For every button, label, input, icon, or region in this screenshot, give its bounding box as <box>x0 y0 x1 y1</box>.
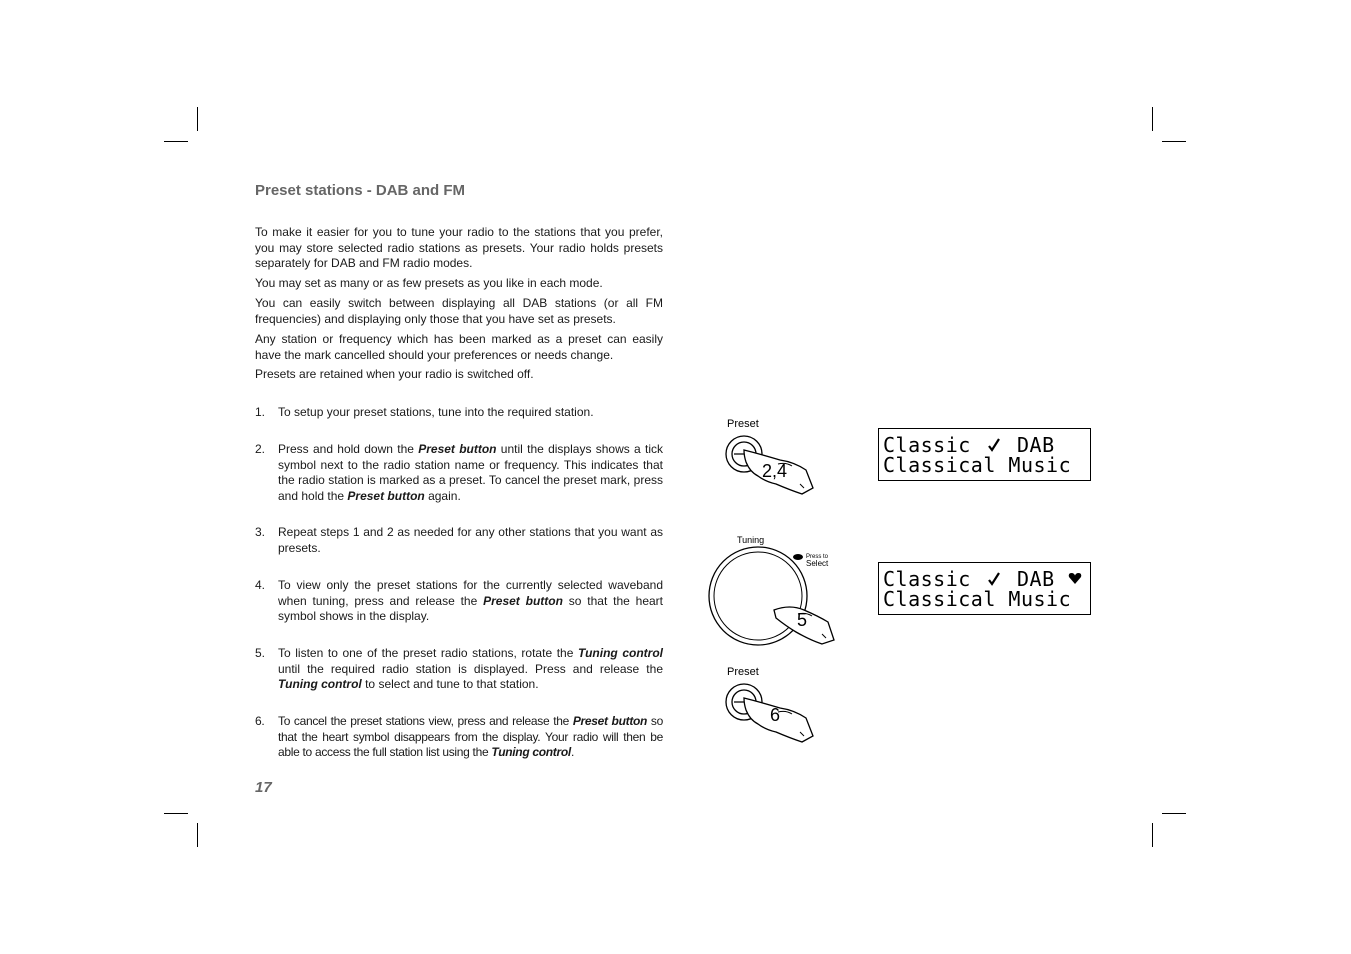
step-number: 6. <box>255 714 265 728</box>
intro-paragraph: Presets are retained when your radio is switched off. <box>255 367 534 381</box>
crop-mark <box>1152 107 1153 131</box>
tick-icon <box>987 571 1001 587</box>
crop-mark <box>1152 823 1153 847</box>
crop-mark <box>1162 813 1186 814</box>
list-item <box>255 405 663 421</box>
tick-icon <box>987 437 1001 453</box>
step-text: Press and hold down the Preset button until the displays shows a tick symbol next to the radio station name or frequency. This indicates that the radio station is marked as a preset. To cancel the preset mark, press and hold the Preset button again. <box>278 442 663 503</box>
step-text: To listen to one of the preset radio stations, rotate the Tuning control until the required radio station is displayed. Press and release the Tuning control to select and tune to that station. <box>278 646 664 692</box>
intro-paragraph: To make it easier for you to tune your radio to the stations that you prefer, you may store selected radio stations as presets. Your radio holds presets separately for DAB and FM radio modes. <box>255 225 663 271</box>
tuning-knob-hand-icon <box>700 546 840 646</box>
page-title: Preset stations - DAB and FM <box>255 182 466 199</box>
lcd-display <box>878 562 1091 615</box>
intro-paragraph: Any station or frequency which has been marked as a preset can easily have the mark cancelled should your preferences or needs change. <box>255 332 663 362</box>
step-text: Repeat steps 1 and 2 as needed for any other stations that you want as presets. <box>278 525 663 555</box>
preset-label: Preset <box>727 666 759 678</box>
lcd-display <box>878 428 1091 481</box>
intro-paragraph: You can easily switch between displaying all DAB stations (or all FM frequencies) and displaying only those that you have set as presets. <box>255 296 663 326</box>
list-item <box>255 578 663 625</box>
step-number: 4. <box>255 578 266 592</box>
tuning-label: Tuning <box>737 535 765 545</box>
step-number: 1. <box>255 405 266 419</box>
list-item <box>255 714 663 761</box>
display-line-2: Classical Music <box>883 453 1072 477</box>
display-line-1: Classic <box>883 567 971 591</box>
crop-mark <box>164 141 188 142</box>
step-callout: 5 <box>797 610 808 630</box>
display-band: DAB <box>1017 433 1055 457</box>
preset-label: Preset <box>727 418 759 430</box>
step-callout: 6 <box>770 705 781 725</box>
step-text: To view only the preset stations for the currently selected waveband when tuning, press and release the Preset button so that the heart symbol shows in the display. <box>278 578 664 624</box>
crop-mark <box>197 823 198 847</box>
list-item <box>255 646 663 693</box>
crop-mark <box>1162 141 1186 142</box>
step-number: 5. <box>255 646 266 660</box>
list-item <box>255 442 663 504</box>
page-number: 17 <box>255 779 272 796</box>
step-number: 3. <box>255 525 266 539</box>
step-text: To setup your preset stations, tune into the required station. <box>278 405 594 419</box>
heart-icon <box>1068 572 1082 585</box>
display-line-1: Classic <box>883 433 971 457</box>
display-band: DAB <box>1017 567 1055 591</box>
step-number: 2. <box>255 442 266 456</box>
list-item <box>255 525 663 556</box>
step-text: To cancel the preset stations view, press and release the Preset button so that the heart symbol disappears from the display. Your radio will then be able to access the full station list using the Tuning control. <box>278 714 663 760</box>
crop-mark <box>164 813 188 814</box>
intro-paragraph: You may set as many or as few presets as you like in each mode. <box>255 276 603 290</box>
crop-mark <box>197 107 198 131</box>
display-line-2: Classical Music <box>883 587 1072 611</box>
step-callout: 2,4 <box>762 461 788 481</box>
press-to-label: Press to <box>806 554 829 560</box>
select-label: Select <box>806 559 829 568</box>
